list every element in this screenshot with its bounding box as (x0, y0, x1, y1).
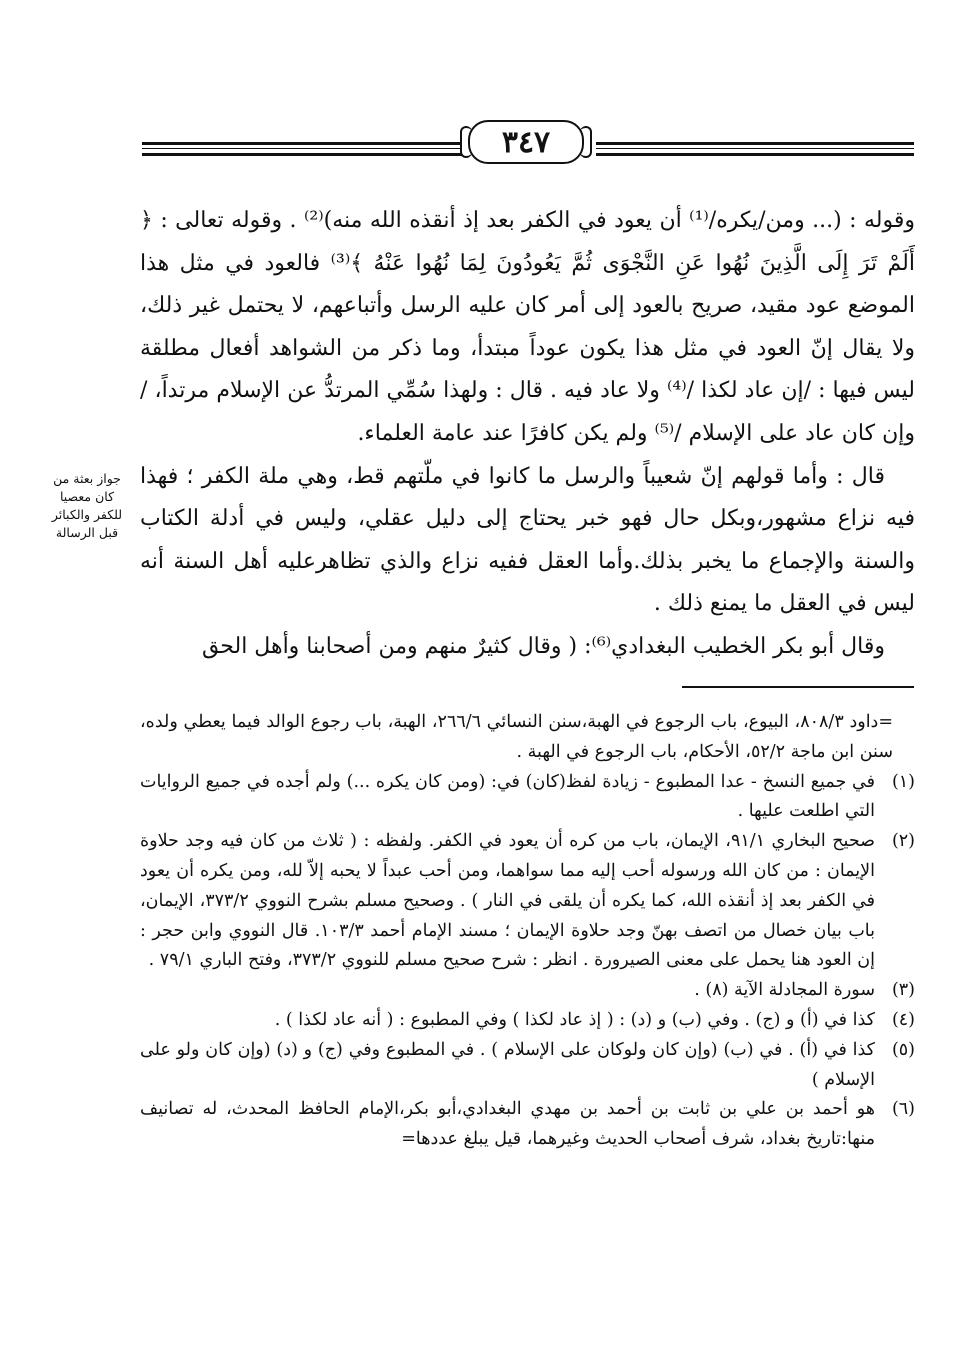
footnote-number: (١) (891, 771, 915, 792)
footnote-number: (٦) (891, 1099, 915, 1120)
page-number: ٣٤٧ (468, 120, 584, 164)
main-paragraph-1: وقوله : (... ومن/يكره/⁽¹⁾ أن يعود في الكفر بعد إذ أنقذه الله منه)⁽²⁾ . وقوله تعالى : ﴿ أَلَمْ تَرَ إِلَى الَّذِينَ نُهُوا عَنِ النَّجْوَى ثُمَّ يَعُودُونَ لِمَا نُهُوا عَنْهُ ﴾⁽³⁾ فالعود في مثل هذا الموضع عود مقيد، صريح بالعود إلى أمر كان عليه الرسل وأتباعهم، لا يحتمل غير ذلك، ولا يقال إنّ العود في مثل هذا يكون عوداً مبتدأ، وما ذكر من الشواهد أفعال مطلقة ليس فيها : /إن عاد لكذا /⁽⁴⁾ ولا عاد فيه . قال : ولهذا سُمِّي المرتدُّ عن الإسلام مرتداً، / وإن كان عاد على الإسلام /⁽⁵⁾ ولم يكن كافرًا عند عامة العلماء. (140, 208, 916, 446)
footnote-text: =داود ٨٠٨/٣، البيوع، باب الرجوع في الهبة،سنن النسائي ٢٦٦/٦، الهبة، باب رجوع الوالد فيما يعطي ولده، سنن ابن ماجة ٥٢/٢، الأحكام، باب الرجوع في الهبة . (140, 712, 894, 762)
footnote-3 (140, 976, 915, 1006)
main-text (140, 200, 915, 669)
footnote-text: كذا في (أ) . في (ب) (وإن كان ولوكان على الإسلام ) . في المطبوع وفي (ج) و (د) (وإن كان ولو على الإسلام ) (140, 1039, 875, 1090)
footnote-1 (140, 768, 915, 828)
footnote-text: صحيح البخاري ٩١/١، الإيمان، باب من كره أن يعود في الكفر. ولفظه : ( ثلاث من كان فيه وجد حلاوة الإيمان : من كان الله ورسوله أحب إليه مما سواهما، ومن أحب عبداً لا يحبه إلاّ لله، ومن يكره أن يعود في الكفر بعد إذ أنقذه الله، كما يكره أن يلقى في النار ) . وصحيح مسلم بشرح النووي ٣٧٣/٢، الإيمان، باب بيان خصال من اتصف بهنّ وجد حلاوة الإيمان ؛ مسند الإمام أحمد ١٠٣/٣. قال النووي وابن حجر : إن العود هنا يحمل على معنى الصيرورة . انظر : شرح صحيح مسلم للنووي ٣٧٣/٢، وفتح الباري ٧٩/١ . (140, 831, 876, 971)
footnote-separator (682, 686, 914, 688)
footnote-6 (140, 1095, 915, 1155)
main-paragraph-3: وقال أبو بكر الخطيب البغدادي⁽⁶⁾: ( وقال كثيرٌ منهم ومن أصحابنا وأهل الحق (201, 633, 885, 659)
footnote-number: (٣) (891, 980, 915, 1001)
footnotes (140, 708, 915, 1155)
page-header (0, 118, 973, 178)
header-rule-left-bottom (142, 153, 462, 156)
footnote-text: كذا في (أ) و (ج) . وفي (ب) و (د) : ( إذ عاد لكذا ) وفي المطبوع : ( أنه عاد لكذا ) . (274, 1009, 875, 1030)
footnote-text: سورة المجادلة الآية (٨) . (694, 980, 875, 1001)
main-paragraph-2: قال : وأما قولهم إنّ شعيباً والرسل ما كانوا في ملّتهم قط، وهي ملة الكفر ؛ فهذا فيه نزاع مشهور،وبكل حال فهو خبر يحتاج إلى دليل عقلي، وليس في أدلة الكتاب والسنة والإجماع ما يخبر بذلك.وأما العقل ففيه نزاع والذي تظاهرعليه أهل السنة أنه ليس في العقل ما يمنع ذلك . (140, 463, 915, 617)
header-rule-right-bottom (596, 153, 914, 156)
header-rule-right (596, 142, 914, 145)
header-rule-left (142, 142, 462, 145)
margin-note: جواز بعثة من كان معصيا للكفر والكبائر قبل الرسالة (51, 471, 123, 540)
header-rule-left-thin (142, 148, 462, 149)
footnote-continuation (140, 708, 915, 768)
footnote-number: (٥) (891, 1039, 915, 1060)
footnote-2 (140, 827, 915, 976)
footnote-4 (140, 1006, 915, 1036)
footnote-text: هو أحمد بن علي بن ثابت بن أحمد بن مهدي البغدادي،أبو بكر،الإمام الحافظ المحدث، له تصانيف منها:تاريخ بغداد، شرف أصحاب الحديث وغيرهما، قيل يبلغ عددها= (140, 1099, 875, 1150)
footnote-text: في جميع النسخ - عدا المطبوع - زيادة لفظ(كان) في: (ومن كان يكره ...) ولم أجده في جميع الروايات التي اطلعت عليها . (140, 771, 875, 822)
footnote-5 (140, 1036, 915, 1096)
header-rule-right-thin (596, 148, 914, 149)
footnote-number: (٢) (891, 831, 915, 852)
footnote-number: (٤) (891, 1009, 915, 1030)
